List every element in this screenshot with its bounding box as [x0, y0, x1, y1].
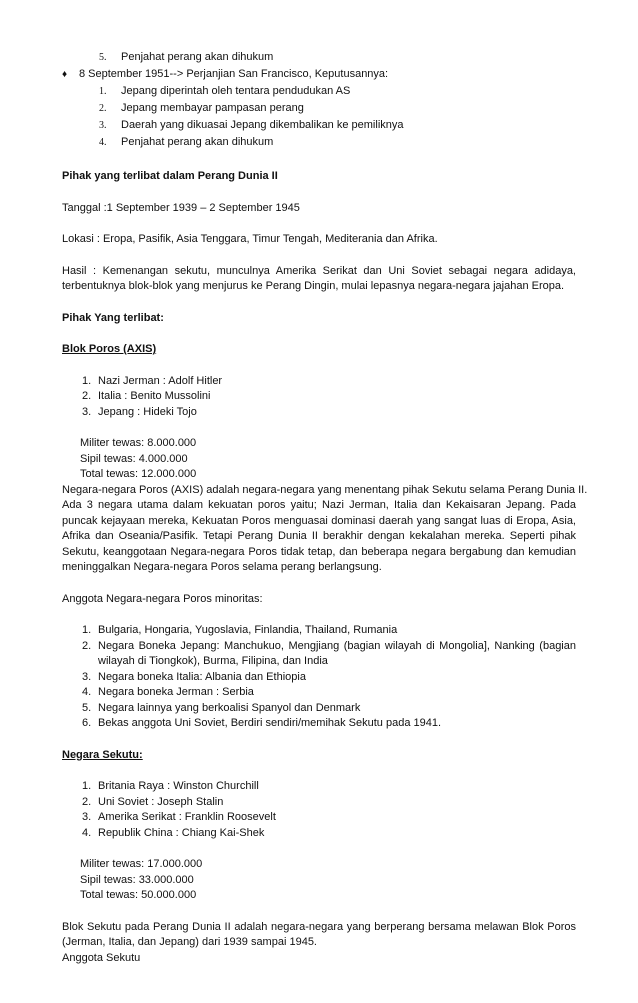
- list-text: Daerah yang dikuasai Jepang dikembalikan ke pemiliknya: [121, 119, 404, 131]
- list-item: [62, 405, 576, 421]
- list-item: [62, 795, 576, 811]
- bullet-icon: ♦: [62, 69, 68, 80]
- hasil-paragraph: Hasil : Kemenangan sekutu, munculnya Amerika Serikat dan Uni Soviet sebagai negara adidaya, terbentuknya blok-blok yang menjurus ke Perang Dingin, mulai lepasnya negara-negara jajahan Eropa.: [62, 264, 576, 292]
- list-number: 4.: [82, 826, 92, 839]
- list-number: 4.: [99, 137, 107, 148]
- list-text: Negara boneka Italia: Albania dan Ethiopia: [98, 670, 306, 683]
- bullet-text: 8 September 1951--> Perjanjian San Francisco, Keputusannya:: [79, 68, 389, 80]
- list-item: [62, 779, 576, 795]
- list-text: Uni Soviet : Joseph Stalin: [98, 795, 224, 808]
- list-number: 3.: [82, 670, 92, 683]
- section-title: Pihak yang terlibat dalam Perang Dunia II: [62, 170, 278, 182]
- list-number: 1.: [82, 780, 92, 792]
- list-item: [62, 374, 576, 390]
- list-item: [62, 84, 576, 101]
- list-text: Bekas anggota Uni Soviet, Berdiri sendiri/memihak Sekutu pada 1941.: [98, 717, 442, 729]
- list-text: Bulgaria, Hongaria, Yugoslavia, Finlandia, Thailand, Rumania: [98, 624, 398, 636]
- list-number: 2.: [82, 390, 92, 402]
- list-number: 1.: [82, 374, 92, 387]
- list-text: Italia : Benito Mussolini: [98, 390, 211, 402]
- list-item: [62, 50, 576, 67]
- axis-paragraph-1: Negara-negara Poros (AXIS) adalah negara-negara yang menentang pihak Sekutu selama Perang Dunia II.: [62, 483, 588, 496]
- list-number: 5.: [82, 701, 92, 714]
- axis-paragraph-2: Ada 3 negara utama dalam kekuatan poros yaitu; Nazi Jerman, Italia dan Kekaisaran Jepang. Pada puncak kejayaan mereka, Kekuatan Poros menguasai dominasi daerah yang sangat luas di Eropa, Asia, Afrika dan Oseania/Pasifik. Tetapi Perang Dunia II berakhir dengan kekalahan mereka. Seperti pihak Sekutu, keanggotaan Negara-negara Poros tidak tetap, dan beberapa negara bergabung dan kemudian meninggalkan Negara-negara Poros selama perang berlangsung.: [62, 499, 576, 573]
- list-text: Republik China : Chiang Kai-Shek: [98, 826, 265, 839]
- list-item: [62, 135, 576, 152]
- list-number: 1.: [99, 86, 107, 97]
- list-item: [62, 701, 576, 717]
- list-item: [62, 101, 576, 118]
- allies-title: Negara Sekutu:: [62, 748, 143, 761]
- list-text: Britania Raya : Winston Churchill: [98, 780, 259, 792]
- minor-title: Anggota Negara-negara Poros minoritas:: [62, 592, 263, 605]
- list-number: 2.: [99, 103, 107, 114]
- list-text: Jepang : Hideki Tojo: [98, 405, 197, 418]
- list-text: Negara lainnya yang berkoalisi Spanyol dan Denmark: [98, 701, 361, 714]
- allies-sipil: Sipil tewas: 33.000.000: [80, 873, 194, 886]
- list-item: [62, 810, 576, 826]
- list-text: Negara Boneka Jepang: Manchukuo, Mengjiang (bagian wilayah di Mongolia], Nanking (bagian wilayah di Tiongkok), Burma, Filipina, dan India: [98, 639, 576, 667]
- list-text: Penjahat perang akan dihukum: [121, 51, 274, 63]
- tanggal-line: Tanggal :1 September 1939 – 2 September 1945: [62, 201, 300, 214]
- list-number: 3.: [99, 120, 107, 131]
- list-number: 5.: [99, 52, 107, 63]
- list-item: [62, 685, 576, 701]
- axis-total: Total tewas: 12.000.000: [80, 468, 197, 480]
- list-text: Jepang diperintah oleh tentara pendudukan AS: [121, 85, 351, 97]
- anggota-sekutu: Anggota Sekutu: [62, 951, 141, 964]
- pihak-title: Pihak Yang terlibat:: [62, 311, 164, 324]
- list-item: [62, 118, 576, 135]
- lokasi-line: Lokasi : Eropa, Pasifik, Asia Tenggara, Timur Tengah, Mediterania dan Afrika.: [62, 233, 438, 245]
- list-number: 2.: [82, 639, 92, 652]
- bullet-item: [62, 67, 576, 84]
- list-number: 3.: [82, 811, 92, 823]
- list-item: [62, 389, 576, 405]
- list-text: Nazi Jerman : Adolf Hitler: [98, 374, 223, 387]
- list-number: 1.: [82, 624, 92, 636]
- allies-total: Total tewas: 50.000.000: [80, 889, 197, 901]
- axis-sipil: Sipil tewas: 4.000.000: [80, 452, 188, 465]
- list-item: [62, 826, 576, 842]
- list-text: Negara boneka Jerman : Serbia: [98, 686, 254, 698]
- list-text: Penjahat perang akan dihukum: [121, 136, 274, 148]
- list-item: [62, 639, 576, 670]
- allies-militer: Militer tewas: 17.000.000: [80, 858, 203, 870]
- list-number: 4.: [82, 686, 92, 698]
- list-number: 3.: [82, 405, 92, 418]
- list-item: [62, 716, 576, 732]
- list-number: 2.: [82, 795, 92, 808]
- document-page: [62, 50, 588, 966]
- axis-militer: Militer tewas: 8.000.000: [80, 437, 197, 449]
- list-item: [62, 623, 576, 639]
- axis-title: Blok Poros (AXIS): [62, 343, 157, 355]
- list-text: Jepang membayar pampasan perang: [121, 102, 304, 114]
- list-text: Amerika Serikat : Franklin Roosevelt: [98, 811, 276, 823]
- allies-paragraph: Blok Sekutu pada Perang Dunia II adalah negara-negara yang berperang bersama melawan Blok Poros (Jerman, Italia, dan Jepang) dari 1939 sampai 1945.: [62, 920, 576, 948]
- list-number: 6.: [82, 717, 92, 729]
- list-item: [62, 670, 576, 686]
